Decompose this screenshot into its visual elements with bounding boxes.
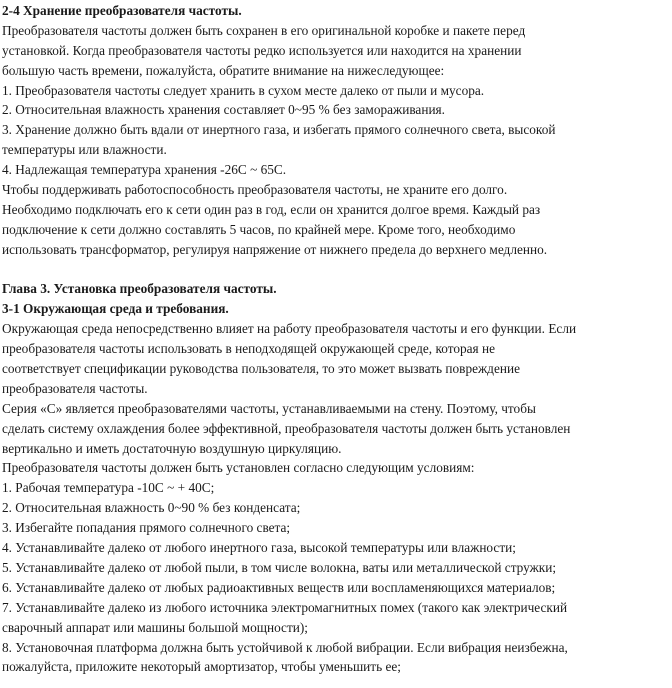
storage-paragraph (2, 21, 670, 260)
list-item: 1. Преобразователя частоты следует хранить в сухом месте далеко от пыли и мусора. (2, 82, 485, 98)
list-item: 8. Установочная платформа должна быть устойчивой к любой вибрации. Если вибрация неизбежна, (2, 639, 568, 655)
text-line: Преобразователя частоты должен быть сохранен в его оригинальной коробке и пакете перед (2, 22, 526, 38)
section-heading-environment: 3-1 Окружающая среда и требования. (2, 301, 229, 317)
text-line: подключение к сети должно составлять 5 часов, по крайней мере. Кроме того, необходимо (2, 221, 516, 237)
list-item-continuation: сварочный аппарат или машины большой мощности); (2, 619, 308, 635)
environment-paragraph (2, 319, 670, 677)
text-line: установкой. Когда преобразователя частоты редко используется или находится на хранении (2, 42, 522, 58)
chapter-heading: Глава 3. Установка преобразователя частоты. (2, 281, 277, 297)
text-line: Серия «С» является преобразователями частоты, устанавливаемыми на стену. Поэтому, чтобы (2, 400, 536, 416)
text-line: преобразователя частоты. (2, 380, 148, 396)
section-heading-storage: 2-4 Хранение преобразователя частоты. (2, 3, 242, 18)
text-line: Необходимо подключать его к сети один раз в год, если он хранится долгое время. Каждый раз (2, 201, 541, 217)
list-item: 3. Избегайте попадания прямого солнечного света; (2, 520, 291, 536)
text-line: соответствует спецификации руководства пользователя, то это может вызвать повреждение (2, 361, 520, 377)
text-line: Преобразователя частоты должен быть установлен согласно следующим условиям: (2, 460, 475, 476)
paragraph-spacer (2, 260, 670, 280)
list-item: 5. Устанавливайте далеко от любой пыли, в том числе волокна, ваты или металлической стружки; (2, 559, 557, 575)
list-item-continuation: температуры или влажности. (2, 142, 167, 158)
document-page (2, 1, 670, 677)
list-item-continuation: пожалуйста, приложите некоторый амортизатор, чтобы уменьшить ее; (2, 659, 401, 675)
list-item: 4. Надлежащая температура хранения -26С ~ 65С. (2, 162, 287, 178)
list-item: 1. Рабочая температура -10С ~ + 40С; (2, 480, 215, 496)
list-item: 2. Относительная влажность хранения составляет 0~95 % без замораживания. (2, 102, 445, 118)
text-line: Окружающая среда непосредственно влияет на работу преобразователя частоты и его функции. Если (2, 321, 577, 337)
text-line: Чтобы поддерживать работоспособность преобразователя частоты, не храните его долго. (2, 182, 508, 198)
text-line: использовать трансформатор, регулируя напряжение от нижнего предела до верхнего медленно. (2, 241, 548, 257)
text-line: преобразователя частоты использовать в неподходящей окружающей среде, которая не (2, 341, 495, 357)
text-line: большую часть времени, пожалуйста, обратите внимание на нижеследующее: (2, 62, 445, 78)
list-item: 7. Устанавливайте далеко из любого источника электромагнитных помех (такого как электрический (2, 599, 568, 615)
text-line: вертикально и иметь достаточную воздушную циркуляцию. (2, 440, 342, 456)
list-item: 2. Относительная влажность 0~90 % без конденсата; (2, 500, 301, 516)
text-line: сделать систему охлаждения более эффективной, преобразователя частоты должен быть установлен (2, 420, 571, 436)
list-item: 4. Устанавливайте далеко от любого инертного газа, высокой температуры или влажности; (2, 540, 516, 556)
list-item: 6. Устанавливайте далеко от любых радиоактивных веществ или воспламеняющихся материалов; (2, 579, 556, 595)
list-item: 3. Хранение должно быть вдали от инертного газа, и избегать прямого солнечного света, высокой (2, 122, 556, 138)
